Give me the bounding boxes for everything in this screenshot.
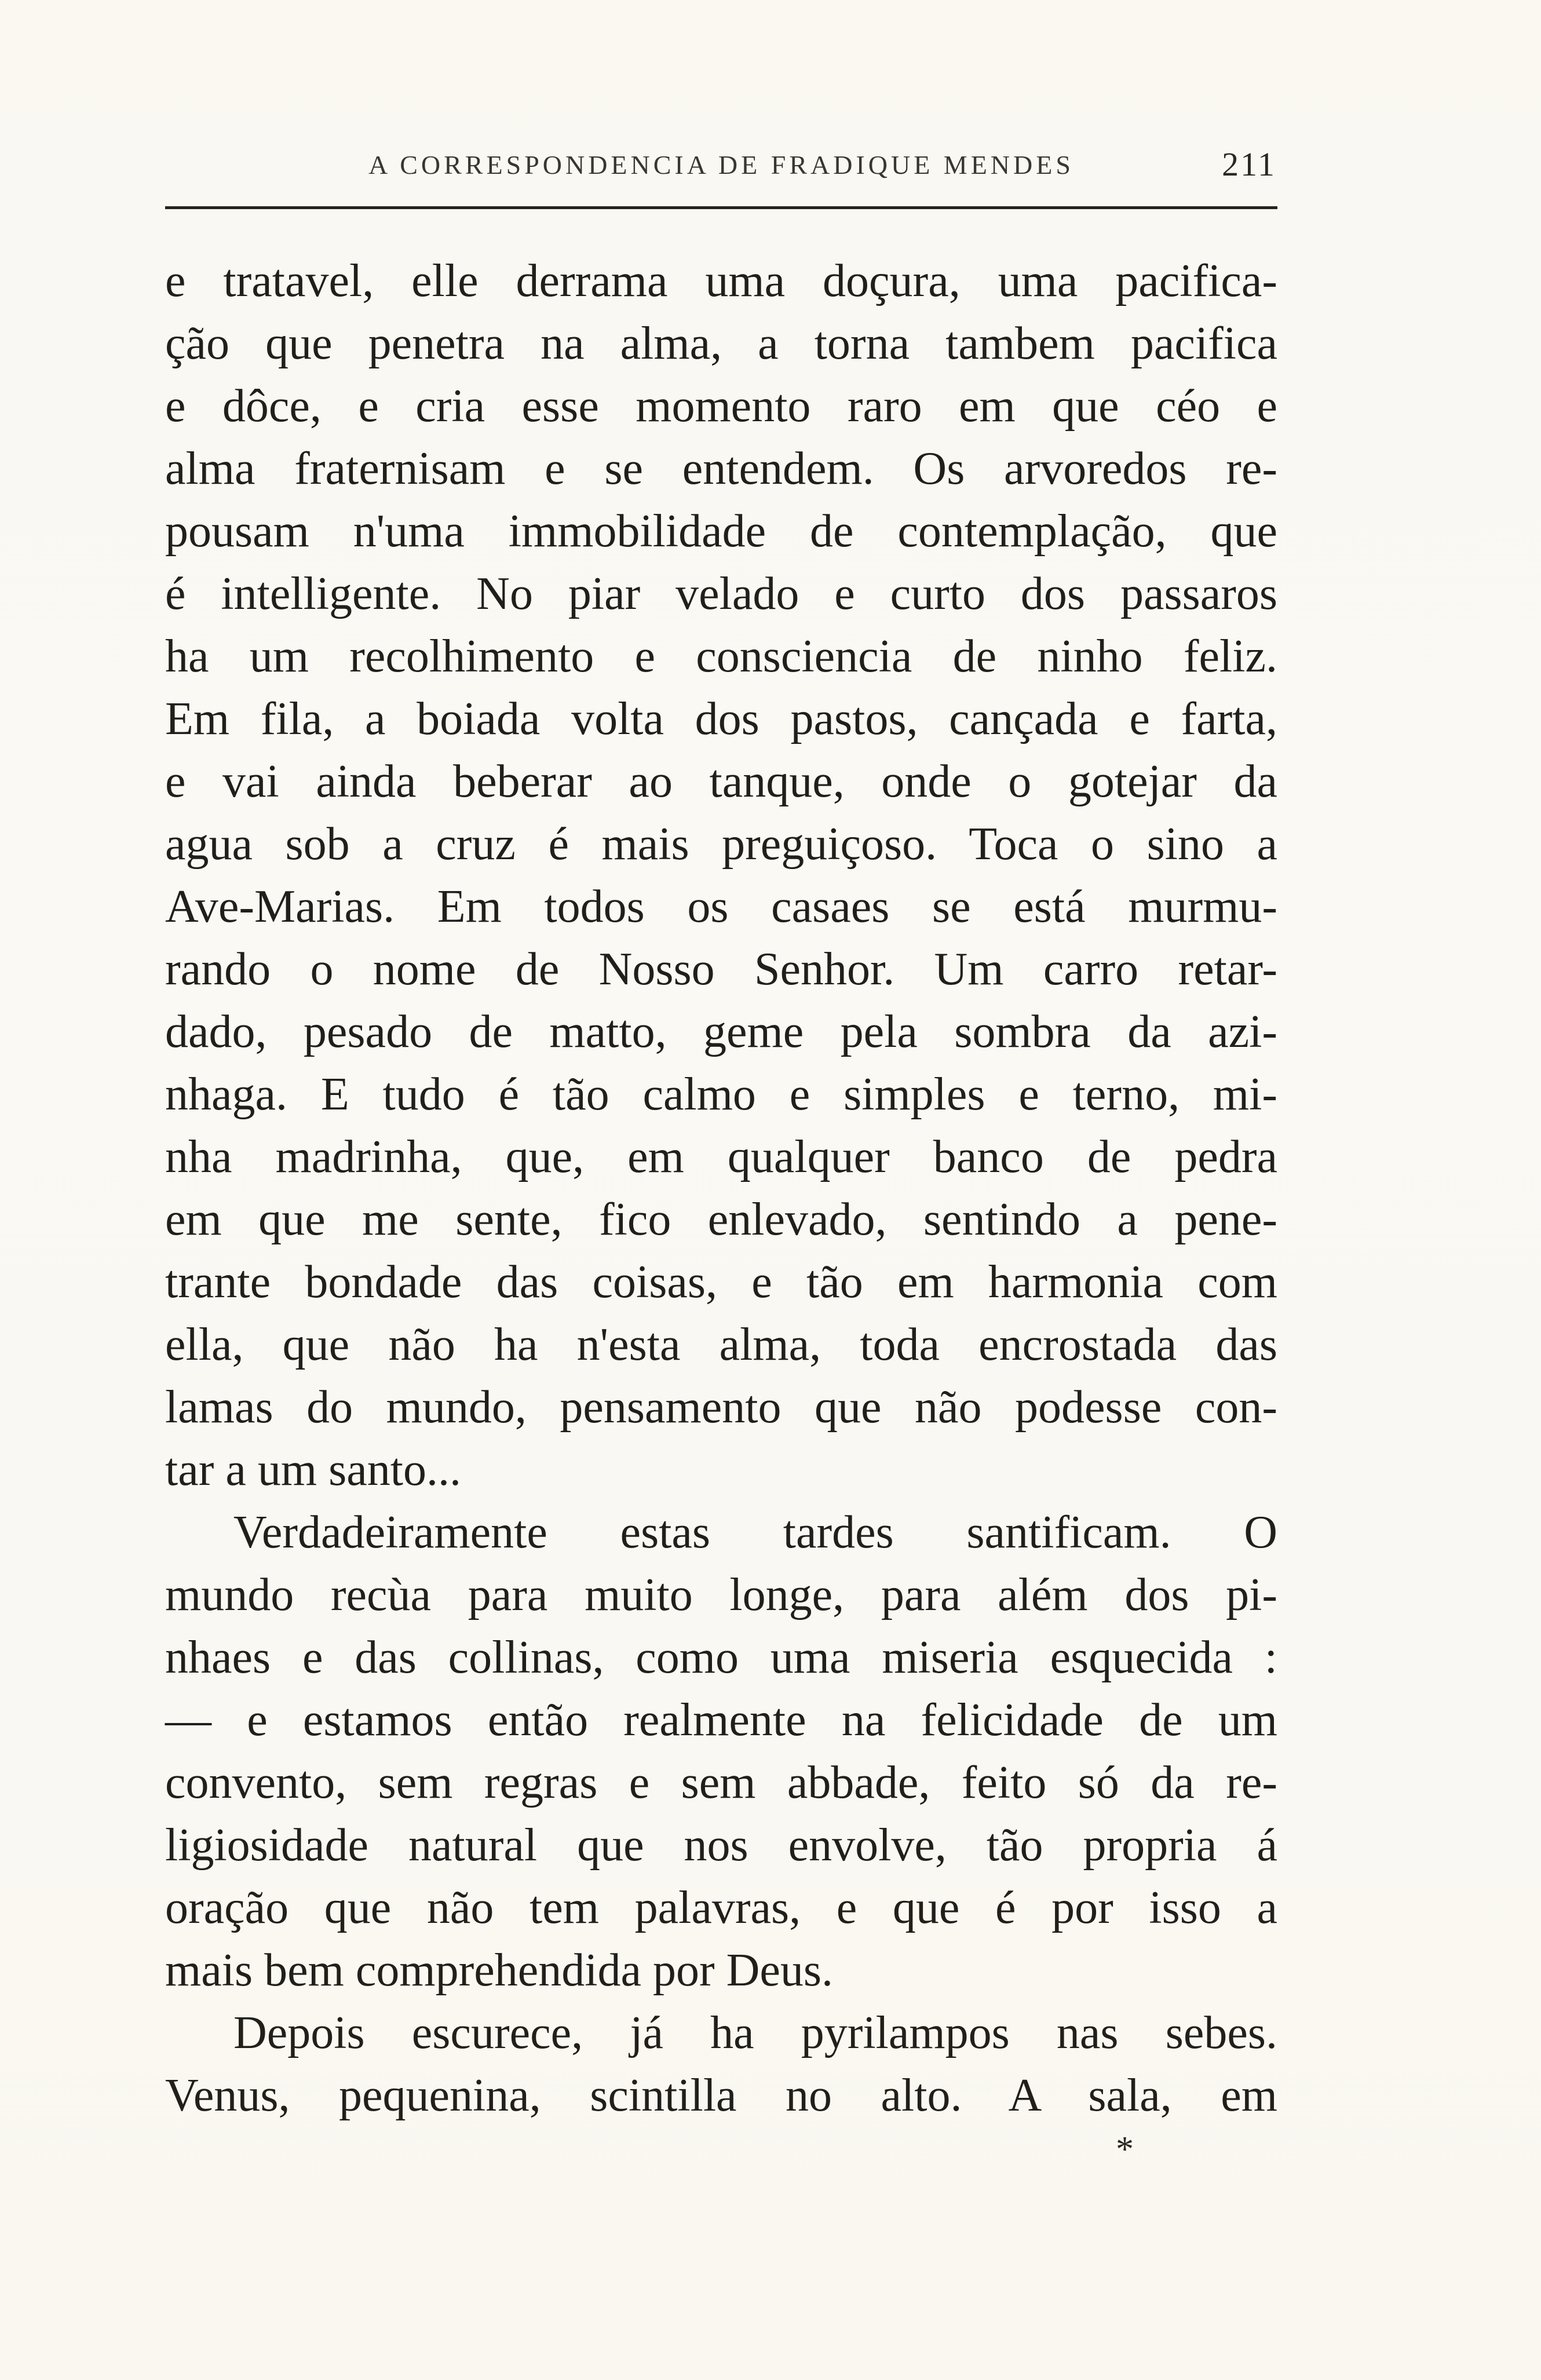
text-line: Venus, pequenina, scintilla no alto. A sala, em	[165, 2070, 1277, 2121]
text-line: convento, sem regras e sem abbade, feito só da re-	[165, 1757, 1277, 1808]
text-line: pousam n'uma immobilidade de contemplação, que	[165, 506, 1277, 557]
text-line: nhaga. E tudo é tão calmo e simples e terno, mi-	[165, 1069, 1277, 1120]
text-line: ligiosidade natural que nos envolve, tão propria á	[165, 1820, 1277, 1871]
signature-mark: *	[1116, 2130, 1134, 2169]
text-line: e tratavel, elle derrama uma doçura, uma pacifica-	[165, 255, 1277, 306]
text-line: rando o nome de Nosso Senhor. Um carro retar-	[165, 944, 1277, 995]
text-line: trante bondade das coisas, e tão em harmonia com	[165, 1257, 1277, 1308]
page-header	[165, 145, 1277, 187]
text-line: nha madrinha, que, em qualquer banco de pedra	[165, 1131, 1277, 1182]
text-line: Depois escurece, já ha pyrilampos nas sebes.	[233, 2007, 1277, 2058]
text-line: e dôce, e cria esse momento raro em que céo e	[165, 381, 1277, 432]
text-line: mundo recùa para muito longe, para além dos pi-	[165, 1569, 1277, 1620]
text-line: agua sob a cruz é mais preguiçoso. Toca o sino a	[165, 819, 1277, 870]
text-block	[165, 250, 1277, 2127]
text-line: ella, que não ha n'esta alma, toda encrostada das	[165, 1319, 1277, 1370]
text-line: ha um recolhimento e consciencia de ninho feliz.	[165, 631, 1277, 682]
text-line: é intelligente. No piar velado e curto dos passaros	[165, 568, 1277, 619]
text-line: e vai ainda beberar ao tanque, onde o gotejar da	[165, 756, 1277, 807]
text-line: tar a um santo...	[165, 1444, 461, 1495]
page-number: 211	[1222, 145, 1276, 183]
running-title: A CORRESPONDENCIA DE FRADIQUE MENDES	[368, 150, 1074, 180]
text-line: Ave-Marias. Em todos os casaes se está murmu-	[165, 881, 1277, 932]
text-line: em que me sente, fico enlevado, sentindo a pene-	[165, 1194, 1277, 1245]
paragraph	[165, 250, 1277, 1501]
text-line: Verdadeiramente estas tardes santificam. O	[233, 1507, 1277, 1558]
header-rule	[165, 206, 1277, 209]
text-line: lamas do mundo, pensamento que não podesse con-	[165, 1382, 1277, 1433]
text-line: alma fraternisam e se entendem. Os arvoredos re-	[165, 443, 1277, 494]
text-line: nhaes e das collinas, como uma miseria esquecida :	[165, 1632, 1277, 1683]
text-line: Em fila, a boiada volta dos pastos, cançada e farta,	[165, 693, 1277, 744]
text-line: mais bem comprehendida por Deus.	[165, 1945, 834, 1996]
paragraph	[165, 2002, 1277, 2127]
page-content	[165, 145, 1277, 2170]
text-line: — e estamos então realmente na felicidade de um	[165, 1695, 1277, 1746]
text-line: oração que não tem palavras, e que é por isso a	[165, 1882, 1277, 1933]
text-line: ção que penetra na alma, a torna tambem pacifica	[165, 318, 1277, 369]
text-line: dado, pesado de matto, geme pela sombra da azi-	[165, 1006, 1277, 1057]
paragraph	[165, 1501, 1277, 2002]
